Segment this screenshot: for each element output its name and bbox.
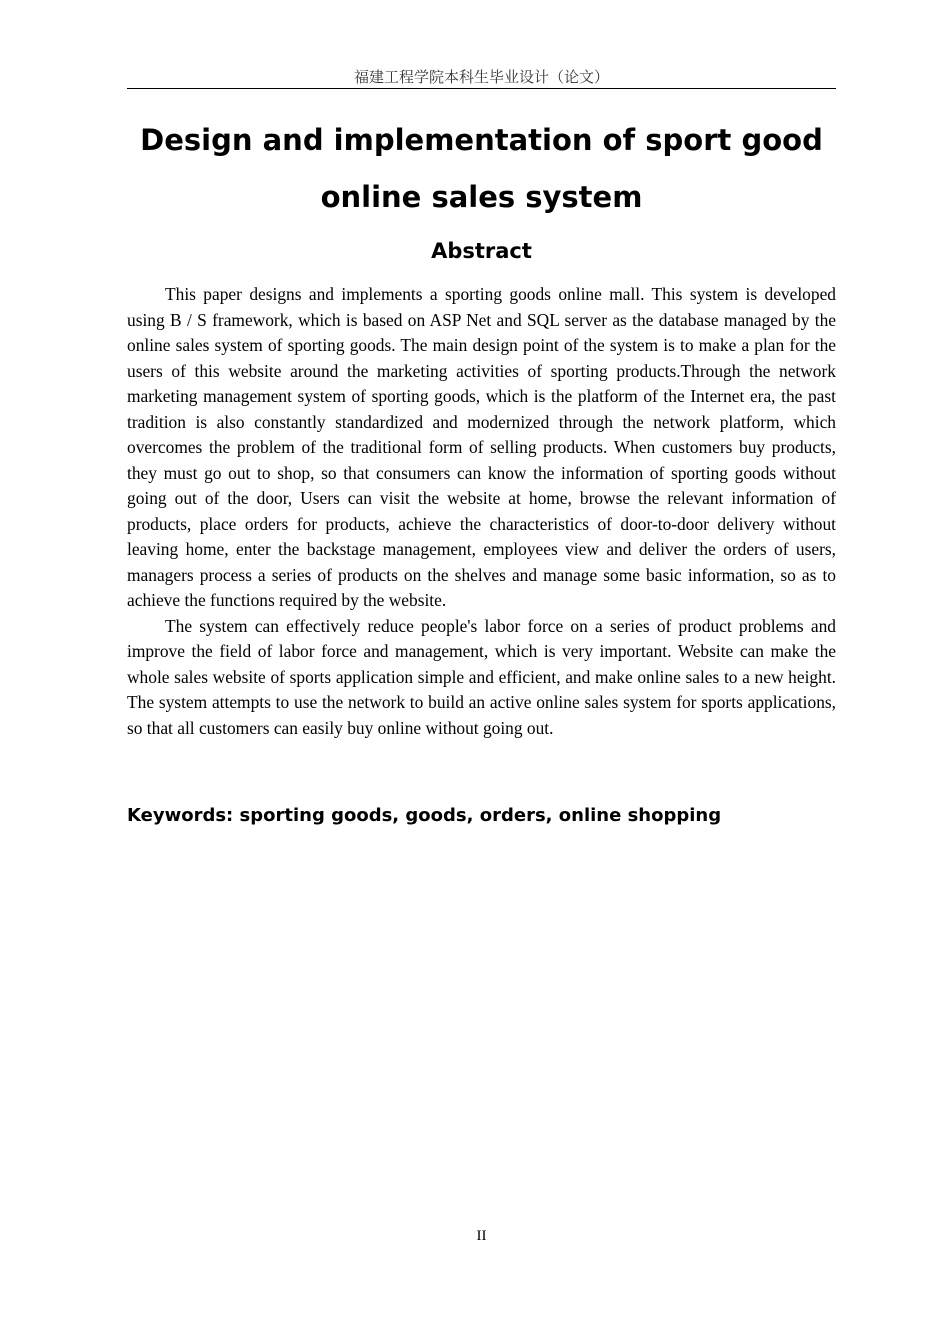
paper-title: Design and implementation of sport good online sales system (140, 123, 823, 214)
abstract-paragraph-1: This paper designs and implements a sporting goods online mall. This system is developed using B / S framework, which is based on ASP Net and SQL server as the database managed by the online sales system of sporting goods. The main design point of the system is to make a plan for the users of this website around the marketing activities of sporting products.Through the network marketing management system of sporting goods, which is the platform of the Internet era, the past tradition is also constantly standardized and modernized through the network platform, which overcomes the problem of the traditional form of selling products. When customers buy products, they must go out to shop, so that consumers can know the information of sporting goods without going out of the door, Users can visit the website at home, browse the relevant information of products, place orders for products, achieve the characteristics of door-to-door delivery without leaving home, enter the backstage management, employees view and deliver the orders of users, managers process a series of products on the shelves and manage some basic information, so as to achieve the functions required by the website. (127, 284, 836, 610)
abstract-body (127, 282, 836, 741)
abstract-heading: Abstract (431, 239, 532, 263)
keywords-line: Keywords: sporting goods, goods, orders, online shopping (127, 805, 722, 826)
running-header: 福建工程学院本科生毕业设计（论文） (127, 66, 836, 89)
page-number: II (476, 1228, 487, 1244)
abstract-paragraph-2: The system can effectively reduce people's labor force on a series of product problems and improve the field of labor force and management, which is very important. Website can make the whole sales website of sports application simple and efficient, and make online sales to a new height. The system attempts to use the network to build an active online sales system for sports applications, so that all customers can easily buy online without going out. (127, 615, 836, 738)
